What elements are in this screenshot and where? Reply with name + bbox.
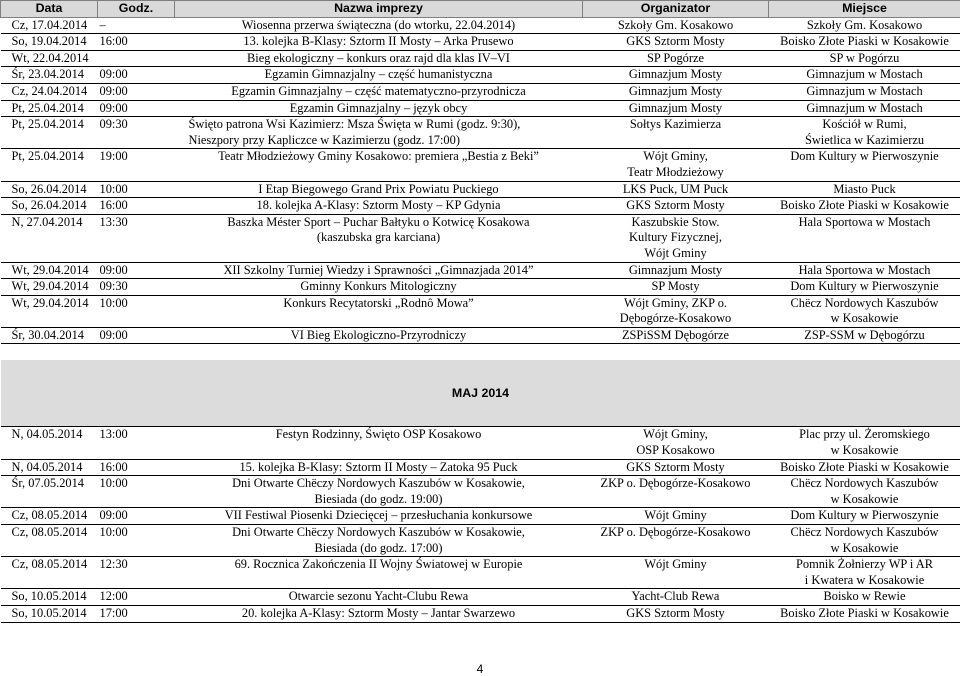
event-date: Pt, 25.04.2014 bbox=[1, 100, 98, 117]
april-events bbox=[1, 17, 960, 344]
event-place: Gimnazjum w Mostach bbox=[769, 67, 960, 84]
event-date: Wt, 29.04.2014 bbox=[1, 295, 98, 327]
event-name: Egzamin Gimnazjalny – język obcy bbox=[175, 100, 583, 117]
event-place: Dom Kultury w Pierwoszynie bbox=[769, 508, 960, 525]
table-row bbox=[1, 50, 960, 67]
table-row bbox=[1, 557, 960, 589]
event-name: Egzamin Gimnazjalny – część humanistyczna bbox=[175, 67, 583, 84]
event-time: 10:00 bbox=[98, 295, 175, 327]
event-place: Boisko Złote Piaski w Kosakowie bbox=[769, 459, 960, 476]
event-place: Chëcz Nordowych Kaszubów w Kosakowie bbox=[769, 295, 960, 327]
event-place: Dom Kultury w Pierwoszynie bbox=[769, 279, 960, 296]
event-place: Boisko Złote Piaski w Kosakowie bbox=[769, 198, 960, 215]
event-name: Święto patrona Wsi Kazimierz: Msza Święta w Rumi (godz. 9:30), Nieszpory przy Kapliczce w Kazimierzu (godz. 17:00) bbox=[175, 117, 583, 149]
event-name: VI Bieg Ekologiczno-Przyrodniczy bbox=[175, 327, 583, 344]
event-name: Otwarcie sezonu Yacht-Clubu Rewa bbox=[175, 589, 583, 606]
table-row bbox=[1, 427, 960, 459]
table-header-row bbox=[1, 1, 960, 18]
header-organizer: Organizator bbox=[583, 1, 769, 18]
event-time: 09:00 bbox=[98, 262, 175, 279]
table-row bbox=[1, 459, 960, 476]
event-name: 18. kolejka A-Klasy: Sztorm Mosty – KP Gdynia bbox=[175, 198, 583, 215]
month-heading: MAJ 2014 bbox=[1, 360, 960, 427]
table-row bbox=[1, 67, 960, 84]
event-organizer: GKS Sztorm Mosty bbox=[583, 34, 769, 51]
event-organizer: SP Pogórze bbox=[583, 50, 769, 67]
table-row bbox=[1, 149, 960, 181]
event-organizer: Szkoły Gm. Kosakowo bbox=[583, 17, 769, 34]
event-date: Pt, 25.04.2014 bbox=[1, 117, 98, 149]
event-name: Gminny Konkurs Mitologiczny bbox=[175, 279, 583, 296]
event-time: 17:00 bbox=[98, 606, 175, 623]
event-name: Dni Otwarte Chëczy Nordowych Kaszubów w Kosakowie, Biesiada (do godz. 17:00) bbox=[175, 525, 583, 557]
may-events bbox=[1, 427, 960, 622]
event-date: N, 27.04.2014 bbox=[1, 214, 98, 262]
event-organizer: Gimnazjum Mosty bbox=[583, 100, 769, 117]
header-time: Godz. bbox=[98, 1, 175, 18]
event-date: Wt, 29.04.2014 bbox=[1, 262, 98, 279]
event-time: 09:00 bbox=[98, 327, 175, 344]
event-date: So, 10.05.2014 bbox=[1, 589, 98, 606]
table-row bbox=[1, 181, 960, 198]
event-place: Pomnik Żołnierzy WP i AR i Kwatera w Kosakowie bbox=[769, 557, 960, 589]
event-place: Dom Kultury w Pierwoszynie bbox=[769, 149, 960, 181]
table-row bbox=[1, 327, 960, 344]
event-time: 09:00 bbox=[98, 67, 175, 84]
event-date: Śr, 30.04.2014 bbox=[1, 327, 98, 344]
event-organizer: Gimnazjum Mosty bbox=[583, 262, 769, 279]
event-date: So, 26.04.2014 bbox=[1, 198, 98, 215]
event-time: 13:00 bbox=[98, 427, 175, 459]
event-time: 10:00 bbox=[98, 476, 175, 508]
event-name: Festyn Rodzinny, Święto OSP Kosakowo bbox=[175, 427, 583, 459]
event-date: Cz, 08.05.2014 bbox=[1, 525, 98, 557]
event-place: Boisko Złote Piaski w Kosakowie bbox=[769, 606, 960, 623]
event-name: VII Festiwal Piosenki Dziecięcej – przesłuchania konkursowe bbox=[175, 508, 583, 525]
event-place: Szkoły Gm. Kosakowo bbox=[769, 17, 960, 34]
event-organizer: Kaszubskie Stow. Kultury Fizycznej, Wójt Gminy bbox=[583, 214, 769, 262]
event-place: Hala Sportowa w Mostach bbox=[769, 262, 960, 279]
event-organizer: Wójt Gminy, Teatr Młodzieżowy bbox=[583, 149, 769, 181]
event-time: – bbox=[98, 17, 175, 34]
event-organizer: Wójt Gminy, OSP Kosakowo bbox=[583, 427, 769, 459]
table-row bbox=[1, 279, 960, 296]
event-name: Bieg ekologiczny – konkurs oraz rajd dla klas IV–VI bbox=[175, 50, 583, 67]
event-date: N, 04.05.2014 bbox=[1, 427, 98, 459]
table-row bbox=[1, 476, 960, 508]
event-organizer: ZKP o. Dębogórze-Kosakowo bbox=[583, 525, 769, 557]
event-place: Miasto Puck bbox=[769, 181, 960, 198]
event-date: Cz, 08.05.2014 bbox=[1, 557, 98, 589]
table-row bbox=[1, 589, 960, 606]
event-time bbox=[98, 50, 175, 67]
event-name: I Etap Biegowego Grand Prix Powiatu Puckiego bbox=[175, 181, 583, 198]
table-row bbox=[1, 525, 960, 557]
event-date: Śr, 23.04.2014 bbox=[1, 67, 98, 84]
header-event: Nazwa imprezy bbox=[175, 1, 583, 18]
event-date: Wt, 29.04.2014 bbox=[1, 279, 98, 296]
event-place: Boisko w Rewie bbox=[769, 589, 960, 606]
table-row bbox=[1, 83, 960, 100]
event-place: Chëcz Nordowych Kaszubów w Kosakowie bbox=[769, 525, 960, 557]
event-date: Cz, 24.04.2014 bbox=[1, 83, 98, 100]
event-organizer: ZKP o. Dębogórze-Kosakowo bbox=[583, 476, 769, 508]
event-organizer: GKS Sztorm Mosty bbox=[583, 198, 769, 215]
event-name: 69. Rocznica Zakończenia II Wojny Światowej w Europie bbox=[175, 557, 583, 589]
event-organizer: Gimnazjum Mosty bbox=[583, 83, 769, 100]
event-organizer: Wójt Gminy bbox=[583, 557, 769, 589]
event-time: 13:30 bbox=[98, 214, 175, 262]
event-date: So, 26.04.2014 bbox=[1, 181, 98, 198]
event-place: Hala Sportowa w Mostach bbox=[769, 214, 960, 262]
event-date: Cz, 17.04.2014 bbox=[1, 17, 98, 34]
event-place: Kościół w Rumi, Świetlica w Kazimierzu bbox=[769, 117, 960, 149]
event-time: 09:30 bbox=[98, 117, 175, 149]
table-row bbox=[1, 606, 960, 623]
event-place: Gimnazjum w Mostach bbox=[769, 100, 960, 117]
event-organizer: Yacht-Club Rewa bbox=[583, 589, 769, 606]
page-number: 4 bbox=[0, 662, 960, 676]
event-date: Pt, 25.04.2014 bbox=[1, 149, 98, 181]
event-name: Wiosenna przerwa świąteczna (do wtorku, 22.04.2014) bbox=[175, 17, 583, 34]
event-place: SP w Pogórzu bbox=[769, 50, 960, 67]
event-date: Wt, 22.04.2014 bbox=[1, 50, 98, 67]
event-time: 10:00 bbox=[98, 181, 175, 198]
table-row bbox=[1, 214, 960, 262]
event-time: 09:00 bbox=[98, 100, 175, 117]
event-organizer: ZSPiSSM Dębogórze bbox=[583, 327, 769, 344]
table-row bbox=[1, 508, 960, 525]
table-row bbox=[1, 198, 960, 215]
table-row bbox=[1, 17, 960, 34]
event-time: 09:30 bbox=[98, 279, 175, 296]
event-time: 12:00 bbox=[98, 589, 175, 606]
event-organizer: Gimnazjum Mosty bbox=[583, 67, 769, 84]
event-place: Chëcz Nordowych Kaszubów w Kosakowie bbox=[769, 476, 960, 508]
event-name: Baszka Méster Sport – Puchar Bałtyku o Kotwicę Kosakowa (kaszubska gra karciana) bbox=[175, 214, 583, 262]
event-organizer: Wójt Gminy, ZKP o. Dębogórze-Kosakowo bbox=[583, 295, 769, 327]
event-organizer: Wójt Gminy bbox=[583, 508, 769, 525]
event-time: 09:00 bbox=[98, 508, 175, 525]
header-place: Miejsce bbox=[769, 1, 960, 18]
event-time: 19:00 bbox=[98, 149, 175, 181]
table-row bbox=[1, 117, 960, 149]
event-place: ZSP-SSM w Dębogórzu bbox=[769, 327, 960, 344]
month-separator bbox=[1, 344, 960, 427]
event-place: Gimnazjum w Mostach bbox=[769, 83, 960, 100]
event-date: So, 10.05.2014 bbox=[1, 606, 98, 623]
event-name: Dni Otwarte Chëczy Nordowych Kaszubów w Kosakowie, Biesiada (do godz. 19:00) bbox=[175, 476, 583, 508]
event-date: Cz, 08.05.2014 bbox=[1, 508, 98, 525]
event-name: 20. kolejka A-Klasy: Sztorm Mosty – Jantar Swarzewo bbox=[175, 606, 583, 623]
event-organizer: LKS Puck, UM Puck bbox=[583, 181, 769, 198]
event-time: 16:00 bbox=[98, 198, 175, 215]
table-row bbox=[1, 262, 960, 279]
event-name: 13. kolejka B-Klasy: Sztorm II Mosty – Arka Prusewo bbox=[175, 34, 583, 51]
event-place: Boisko Złote Piaski w Kosakowie bbox=[769, 34, 960, 51]
event-name: Egzamin Gimnazjalny – część matematyczno-przyrodnicza bbox=[175, 83, 583, 100]
event-name: 15. kolejka B-Klasy: Sztorm II Mosty – Zatoka 95 Puck bbox=[175, 459, 583, 476]
event-date: N, 04.05.2014 bbox=[1, 459, 98, 476]
event-date: Śr, 07.05.2014 bbox=[1, 476, 98, 508]
event-name: XII Szkolny Turniej Wiedzy i Sprawności „Gimnazjada 2014” bbox=[175, 262, 583, 279]
table-row bbox=[1, 100, 960, 117]
event-date: So, 19.04.2014 bbox=[1, 34, 98, 51]
event-organizer: GKS Sztorm Mosty bbox=[583, 459, 769, 476]
event-organizer: SP Mosty bbox=[583, 279, 769, 296]
event-name: Teatr Młodzieżowy Gminy Kosakowo: premiera „Bestia z Beki” bbox=[175, 149, 583, 181]
event-organizer: GKS Sztorm Mosty bbox=[583, 606, 769, 623]
event-time: 16:00 bbox=[98, 459, 175, 476]
table-row bbox=[1, 295, 960, 327]
event-time: 12:30 bbox=[98, 557, 175, 589]
event-time: 16:00 bbox=[98, 34, 175, 51]
event-place: Plac przy ul. Żeromskiego w Kosakowie bbox=[769, 427, 960, 459]
event-organizer: Sołtys Kazimierza bbox=[583, 117, 769, 149]
event-name: Konkurs Recytatorski „Rodnô Mowa” bbox=[175, 295, 583, 327]
event-time: 10:00 bbox=[98, 525, 175, 557]
table-row bbox=[1, 34, 960, 51]
header-date: Data bbox=[1, 1, 98, 18]
event-time: 09:00 bbox=[98, 83, 175, 100]
